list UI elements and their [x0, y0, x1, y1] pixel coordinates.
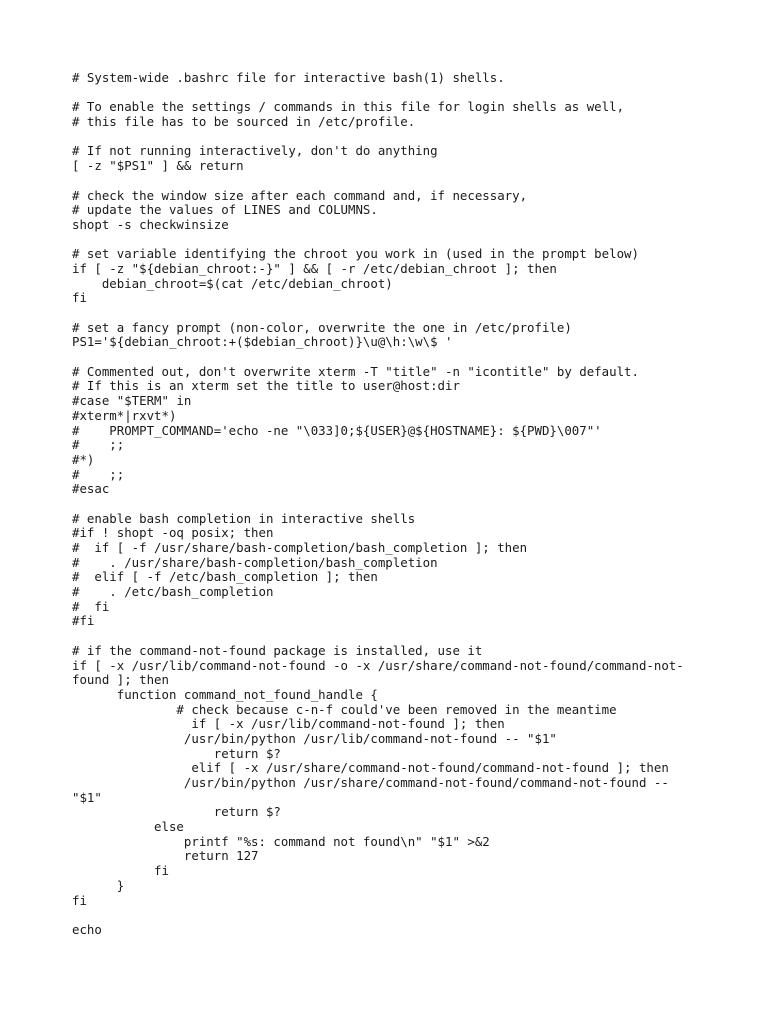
code-line: [ -z "$PS1" ] && return: [72, 158, 244, 174]
code-line: # set a fancy prompt (non-color, overwrite the one in /etc/profile): [72, 319, 572, 335]
code-line: [72, 174, 712, 189]
code-line: #fi: [72, 613, 95, 629]
code-line: if [ -x /usr/lib/command-not-found -o -x /usr/share/command-not-found/command-not-: [72, 657, 684, 673]
code-line: fi: [72, 290, 87, 306]
code-line: # enable bash completion in interactive shells: [72, 510, 416, 526]
code-line: # PROMPT_COMMAND='echo -ne "\033]0;${USER}@${HOSTNAME}: ${PWD}\007"': [72, 422, 602, 438]
code-line: # To enable the settings / commands in this file for login shells as well,: [72, 99, 625, 115]
code-line: shopt -s checkwinsize: [72, 216, 229, 232]
code-line: # If not running interactively, don't do anything: [72, 143, 438, 159]
code-line: PS1='${debian_chroot:+($debian_chroot)}\u@\h:\w\$ ': [72, 334, 453, 350]
code-line: return 127: [72, 848, 259, 864]
code-line: # if the command-not-found package is installed, use it: [72, 642, 483, 658]
code-line: return $?: [72, 804, 281, 820]
code-line: if [ -z "${debian_chroot:-}" ] && [ -r /etc/debian_chroot ]; then: [72, 260, 557, 276]
code-line: # Commented out, don't overwrite xterm -T "title" -n "icontitle" by default.: [72, 363, 639, 379]
code-line: # check the window size after each command and, if necessary,: [72, 187, 528, 203]
code-line: # if [ -f /usr/share/bash-completion/bash_completion ]; then: [72, 540, 528, 555]
code-line: # elif [ -f /etc/bash_completion ]; then: [72, 569, 378, 585]
bashrc-code-listing: [72, 71, 712, 938]
code-line: # . /usr/share/bash-completion/bash_completion: [72, 554, 438, 570]
code-line: printf "%s: command not found\n" "$1" >&2: [72, 833, 490, 849]
code-line: #esac: [72, 481, 110, 497]
code-line: function command_not_found_handle {: [72, 686, 378, 702]
code-line: }: [72, 877, 125, 893]
code-line: [72, 233, 712, 248]
code-line: [72, 629, 712, 644]
code-line: echo: [72, 921, 102, 937]
code-line: found ]; then: [72, 672, 169, 688]
code-line: return $?: [72, 745, 281, 761]
code-line: #case "$TERM" in: [72, 393, 192, 409]
code-line: #xterm*|rxvt*): [72, 407, 177, 423]
code-line: # If this is an xterm set the title to user@host:dir: [72, 378, 460, 394]
code-line: #*): [72, 451, 95, 467]
code-line: fi: [72, 892, 87, 908]
code-line: /usr/bin/python /usr/lib/command-not-found -- "$1": [72, 730, 557, 746]
code-line: # set variable identifying the chroot you work in (used in the prompt below): [72, 246, 639, 262]
code-line: [72, 306, 712, 321]
code-line: [72, 350, 712, 365]
code-line: # this file has to be sourced in /etc/profile.: [72, 114, 416, 130]
code-line: "$1": [72, 789, 102, 805]
code-line: if [ -x /usr/lib/command-not-found ]; then: [72, 716, 505, 732]
code-line: /usr/bin/python /usr/share/command-not-found/command-not-found --: [72, 775, 669, 790]
code-line: # ;;: [72, 437, 125, 453]
code-line: elif [ -x /usr/share/command-not-found/command-not-found ]; then: [72, 760, 669, 776]
code-line: [72, 908, 712, 923]
code-line: # ;;: [72, 466, 125, 482]
code-line: # check because c-n-f could've been removed in the meantime: [72, 701, 617, 717]
code-line: else: [72, 819, 184, 835]
code-line: [72, 86, 712, 101]
code-line: #if ! shopt -oq posix; then: [72, 525, 274, 541]
code-line: # System-wide .bashrc file for interactive bash(1) shells.: [72, 70, 505, 85]
code-line: # update the values of LINES and COLUMNS.: [72, 202, 378, 218]
code-line: [72, 497, 712, 512]
code-line: fi: [72, 863, 169, 879]
code-line: debian_chroot=$(cat /etc/debian_chroot): [72, 275, 393, 291]
code-line: # . /etc/bash_completion: [72, 584, 274, 600]
code-line: # fi: [72, 598, 110, 614]
code-line: [72, 130, 712, 145]
